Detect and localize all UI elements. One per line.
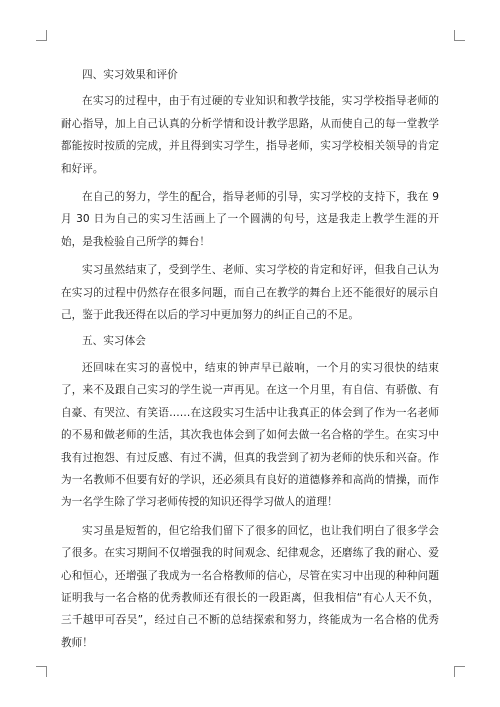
paragraph: 在自己的努力，学生的配合，指导老师的引导，实习学校的支持下，我在 9 月 30 日为自己的实习生活画上了一个圆满的句号，这是我走上教学生涯的开始，是我检验自己所学的舞台！ [61,191,439,248]
paragraph: 在实习的过程中，由于有过硬的专业知识和教学技能，实习学校指导老师的耐心指导，加上自己认真的分析学情和设计教学思路，从而使自己的每一堂教学都能按时按质的完成，并且得到实习学生，指导老师，实习学校相关领导的肯定和好评。 [61,95,439,175]
crop-mark-top-right [454,30,465,41]
section-heading-effect-evaluation: 四、实习效果和评价 [82,69,178,81]
document-body [61,64,439,654]
crop-mark-top-left [36,30,47,41]
crop-mark-bottom-left [36,666,47,677]
paragraph: 实习虽然结束了，受到学生、老师、实习学校的肯定和好评，但我自己认为在实习的过程中仍然存在很多问题，而自己在教学的舞台上还不能很好的展示自己，鉴于此我还得在以后的学习中更加努力的纠正自己的不足。 [61,264,439,322]
crop-mark-bottom-right [454,666,465,677]
paragraph: 实习虽是短暂的，但它给我们留下了很多的回忆，也让我们明白了很多学会了很多。在实习期间不仅增强我的时间观念、纪律观念，还磨练了我的耐心、爱心和恒心，还增强了我成为一名合格教师的信心，尽管在实习中出现的种种问题证明我与一名合格的优秀教师还有很长的一段距离，但我相信“有心人天不负，三千越甲可吞吴”，经过自己不断的总结探索和努力，终能成为一名合格的优秀教师！ [61,524,439,649]
section-heading-internship-experience: 五、实习体会 [82,335,146,348]
paragraph: 还回味在实习的喜悦中，结束的钟声早已敲响，一个月的实习很快的结束了，来不及跟自己实习的学生说一声再见。在这一个月里，有自信、有骄傲、有自豪、有哭泣、有笑语……在这段实习生活中让我真正的体会到了作为一名老师的不易和做老师的生活，其次我也体会到了如何去做一名合格的学生。在实习中我有过抱怨、有过反感、有过不满，但真的我尝到了初为老师的快乐和兴奋。作为一名教师不但要有好的学识，还必须具有良好的道德修养和高尚的情操，而作为一名学生除了学习老师传授的知识还得学习做人的道理！ [61,361,439,509]
